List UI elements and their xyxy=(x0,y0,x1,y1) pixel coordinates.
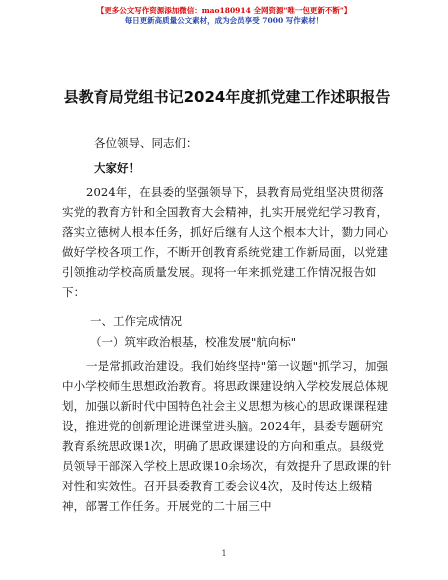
greeting: 各位领导、同志们： xyxy=(94,136,198,150)
promo-line-red: 【更多公文写作资源添加微信：mao180914 全网资源"唯一包更新不断"】 xyxy=(96,6,352,15)
promo-banner xyxy=(0,6,448,26)
intro-paragraph: 2024年，在县委的坚强领导下，县教育局党组坚决贯彻落实党的教育方针和全国教育大会精神，扎实开展党纪学习教育，落实立德树人根本任务，抓好后继有人这个根本大计，勠力同心做好学校各项工作，不断开创教育系统党建工作新局面，以党建引领推动学校高质量发展。现将一年来抓党建工作情况报告如下： xyxy=(62,185,389,299)
subsection-heading: （一）筑牢政治根基，校准发展"航向标" xyxy=(90,335,297,349)
hello-line: 大家好！ xyxy=(94,161,140,175)
promo-line-blue: 每日更新高质量公文素材，成为会员享受 7000 写作素材！ xyxy=(124,16,324,25)
page-number: 1 xyxy=(221,549,227,558)
document-title: 县教育局党组书记2024年度抓党建工作述职报告 xyxy=(63,88,391,106)
section-heading: 一、工作完成情况 xyxy=(90,314,182,328)
body-paragraph: 一是常抓政治建设。我们始终坚持"第一议题"抓学习，加强中小学校师生思想政治教育。将思政课建设纳入学校发展总体规划，加强以新时代中国特色社会主义思想为核心的思政课课程建设，推进党的创新理论进课堂进头脑。2024年，县委专题研究教育系统思政课1次，明确了思政课建设的方向和重点。县级党员领导干部深入学校上思政课10余场次，有效提升了思政课的针对性和实效性。召开县委教育工委会议4次，及时传达上级精神，部署工作任务。开展党的二十届三中 xyxy=(62,359,392,513)
